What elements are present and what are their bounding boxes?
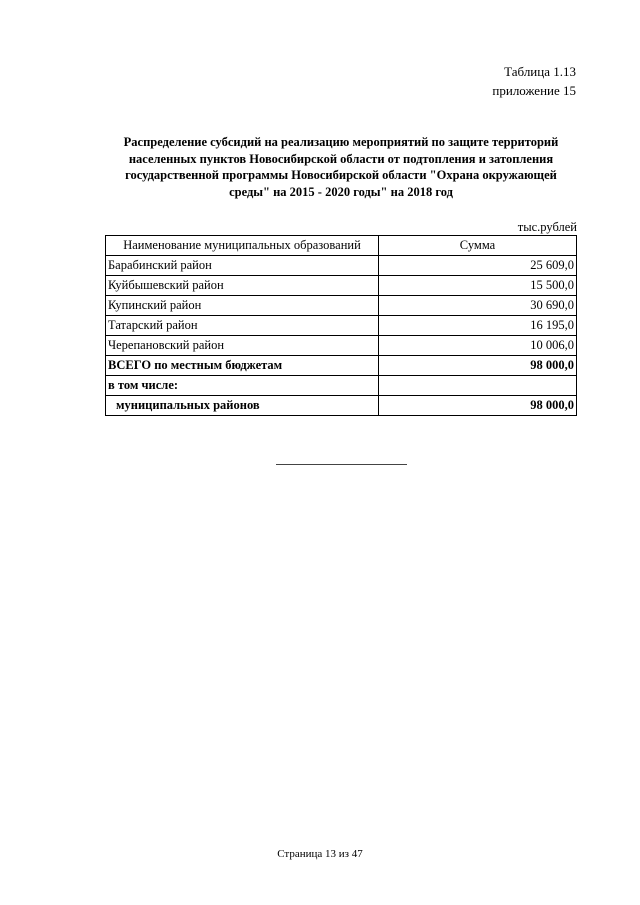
table-row <box>106 296 577 316</box>
column-header-name: Наименование муниципальных образований <box>106 236 379 256</box>
title-line-1: Распределение субсидий на реализацию мероприятий по защите территорий <box>123 135 559 149</box>
page-footer: Страница 13 из 47 <box>277 848 363 860</box>
appendix-label: приложение 15 <box>492 83 576 98</box>
table-header-row <box>106 236 577 256</box>
row-amount: 15 500,0 <box>379 276 577 296</box>
title-line-4: среды" на 2015 - 2020 годы" на 2018 год <box>229 184 453 199</box>
row-amount: 16 195,0 <box>379 316 577 336</box>
units-label: тыс.рублей <box>517 220 577 234</box>
separator-line <box>276 464 407 465</box>
column-header-amount: Сумма <box>379 236 577 256</box>
table-row <box>106 316 577 336</box>
subsidy-table <box>105 235 577 416</box>
table-row <box>106 256 577 276</box>
row-name: Купинский район <box>106 296 379 316</box>
municipal-amount: 98 000,0 <box>379 396 577 416</box>
row-name: Черепановский район <box>106 336 379 356</box>
title-line-2: населенных пунктов Новосибирской области от подтопления и затопления <box>128 151 554 166</box>
municipal-name: муниципальных районов <box>106 396 379 416</box>
total-amount: 98 000,0 <box>379 356 577 376</box>
header-block <box>492 62 576 100</box>
row-name: Куйбышевский район <box>106 276 379 296</box>
total-name: ВСЕГО по местным бюджетам <box>106 356 379 376</box>
row-amount: 25 609,0 <box>379 256 577 276</box>
table-row <box>106 336 577 356</box>
including-name: в том числе: <box>106 376 379 396</box>
total-row <box>106 356 577 376</box>
title-line-3: государственной программы Новосибирской области "Охрана окружающей <box>125 168 557 182</box>
row-amount: 10 006,0 <box>379 336 577 356</box>
including-amount <box>379 376 577 396</box>
row-name: Барабинский район <box>106 256 379 276</box>
municipal-row <box>106 396 577 416</box>
row-name: Татарский район <box>106 316 379 336</box>
row-amount: 30 690,0 <box>379 296 577 316</box>
including-row <box>106 376 577 396</box>
table-row <box>106 276 577 296</box>
document-title <box>105 134 577 200</box>
table-number: Таблица 1.13 <box>504 64 576 79</box>
